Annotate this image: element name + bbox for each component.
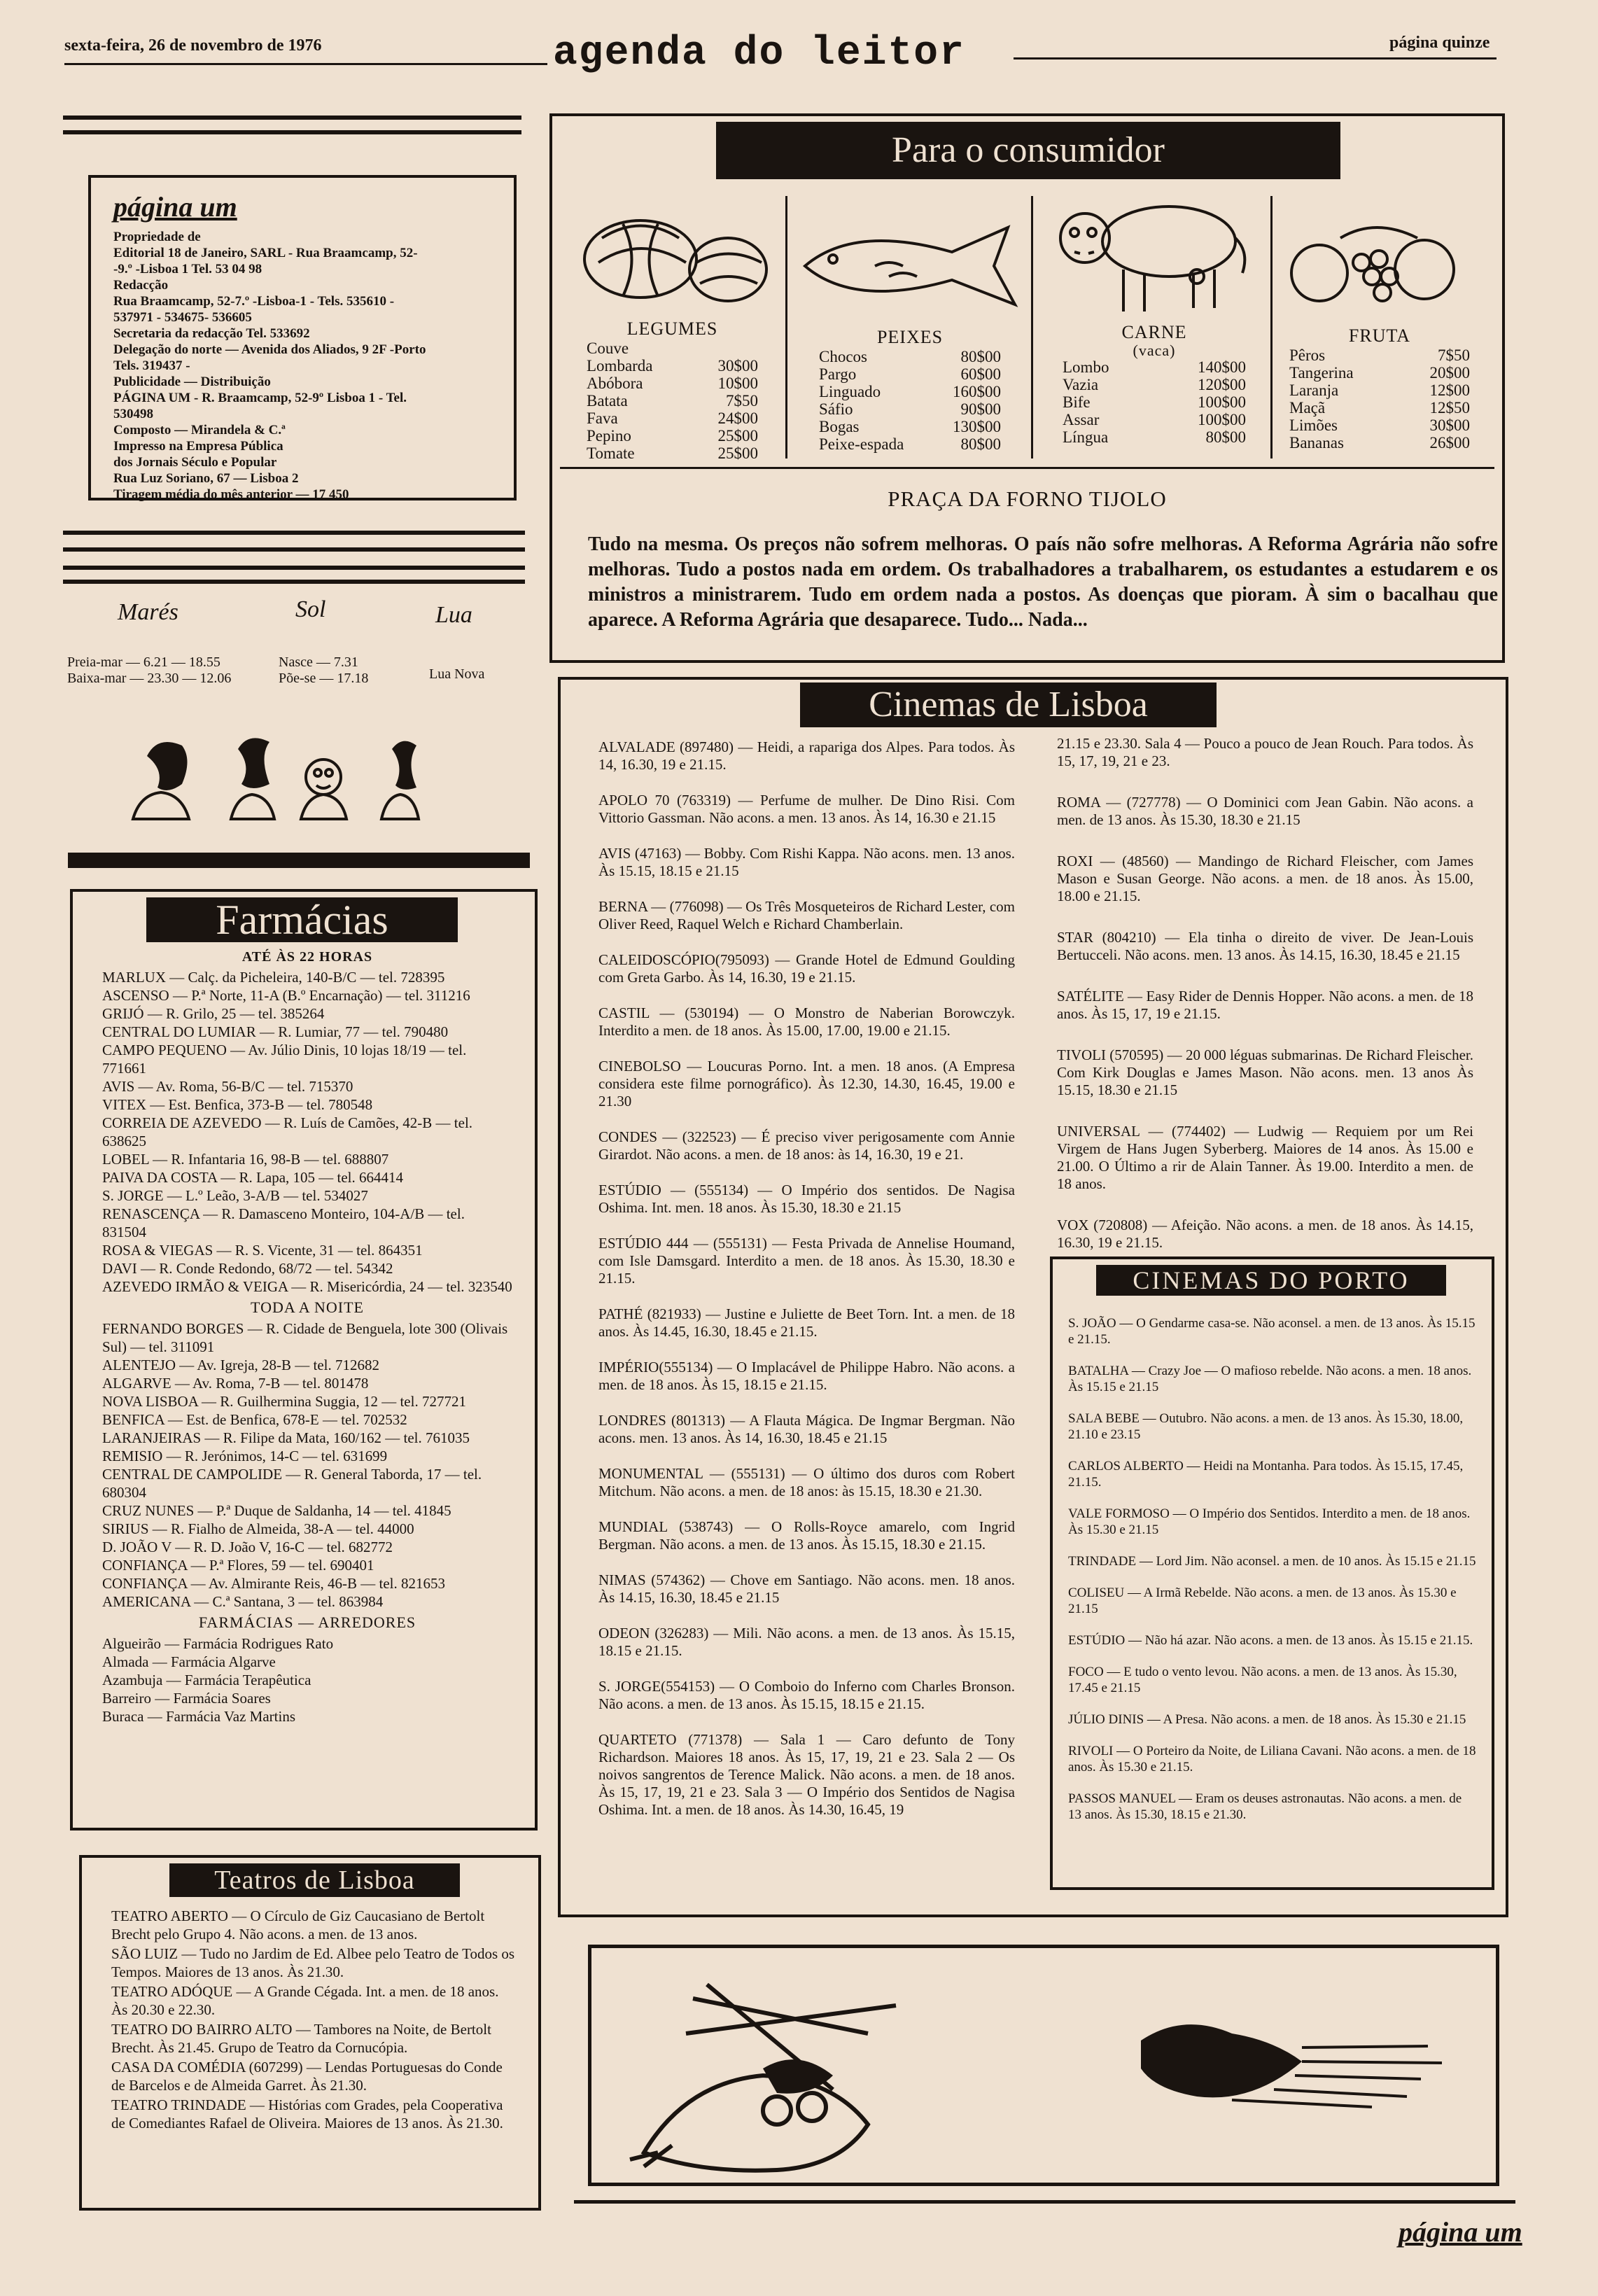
imprint-line: Secretaria da redacção Tel. 533692 [113,326,310,341]
theatre-item: TEATRO ADÓQUE — A Grande Cégada. Int. a men. de 18 anos. Às 20.30 e 22.30. [111,1983,499,2018]
cinema-entry: STAR (804210) — Ela tinha o direito de viver. De Jean-Louis Bertucceli. Não acons. men. 13 anos. Às 14.15, 16.30, 18.45 e 21.15 [1057,929,1473,963]
consumidor-divider-3 [1270,196,1273,458]
masthead-page: página quinze [1389,34,1490,52]
pharmacy-item: ALENTEJO — Av. Igreja, 28-B — tel. 712682 [102,1357,380,1373]
cinema-entry: MUNDIAL (538743) — O Rolls-Royce amarelo, com Ingrid Bergman. Não acons. a men. de 13 anos. Às 15.15, 18.30 e 21.15. [598,1518,1015,1553]
cinemas-porto-list [1068,1315,1476,1823]
porto-cinema-entry: COLISEU — A Irmã Rebelde. Não acons. a men. de 13 anos. Às 15.30 e 21.15 [1068,1586,1457,1616]
consumidor-divider-2 [1031,196,1033,458]
price-row [1063,358,1246,376]
cinema-entry: ROMA — (727778) — O Dominici com Jean Gabin. Não acons. a men. de 13 anos. Às 15.30, 18.30 e 21.15 [1057,794,1473,828]
pharmacy-item: CENTRAL DO LUMIAR — R. Lumiar, 77 — tel. 790480 [102,1023,449,1040]
imprint-line: Delegação do norte — Avenida dos Aliados, 9 2F -Porto [113,342,426,357]
cinema-entry: PATHÉ (821933) — Justine e Juliette de Beet Torn. Int. a men. de 18 anos. Às 14.45, 16.30, 18.45 e 21.15. [598,1306,1015,1340]
pharmacy-item: PAIVA DA COSTA — R. Lapa, 105 — tel. 664414 [102,1169,404,1186]
price-row [1289,382,1470,399]
left-rule-1 [63,115,521,120]
product-name: Língua [1063,428,1109,446]
pharmacy-item: CONFIANÇA — Av. Almirante Reis, 46-B — tel. 821653 [102,1575,445,1592]
pharmacy-item: Azambuja — Farmácia Terapêutica [102,1672,311,1688]
product-name: Pargo [819,365,857,383]
product-price [693,340,758,357]
product-price: 60$00 [960,365,1001,383]
mares-line-2: Baixa-mar — 23.30 — 12.06 [67,671,232,686]
cinema-entry: NIMAS (574362) — Chove em Santiago. Não acons. men. 18 anos. Às 14.15, 16.30, 18.45 e 21.15 [598,1572,1015,1606]
consumidor-text: Tudo na mesma. Os preços não sofrem melhoras. O país não sofre melhoras. A Reforma Agrária não sofre melhoras. Tudo a postos nada em ordem. Os trabalhadores a trabalharem, os estudantes a estudarem e os ministros a ministrarem. Tudo em ordem nada a postos. As doenças que pioram. À sim o bacalhau que aparece. A Reforma Agrária que desaparece. Tudo... Nada... [588,533,1498,631]
theatre-item: TEATRO ABERTO — O Círculo de Giz Caucasiano de Bertolt Brecht pelo Grupo 4. Não acons. a men. de 13 anos. [111,1907,485,1942]
product-name: Maçã [1289,399,1326,416]
legumes-table [587,318,758,462]
cinema-entry: TIVOLI (570595) — 20 000 léguas submarinas. De Richard Fleischer. Com Kirk Douglas e James Mason. Não acons. men. 13 anos Às 15.15, 18.30 e 21.15 [1057,1046,1473,1098]
cinema-entry: BERNA — (776098) — Os Três Mosqueteiros de Richard Lester, com Oliver Reed, Raquel Welch e Richard Chamberlain. [598,898,1015,932]
imprint-line: Publicidade — Distribuição [113,374,271,389]
cinema-entry: UNIVERSAL — (774402) — Ludwig — Requiem por um Rei Virgem de Hans Jugen Syberberg. Maiores de 14 anos. Às 15.00 e 21.00. O Último a rir de Alain Tanner. Às 19.00. Interdito a men. de 18 anos. [1057,1123,1473,1192]
cinema-entry: CASTIL — (530194) — O Monstro de Naberian Borowczyk. Interdito a men. de 18 anos. Às 15.00, 17.00, 19.00 e 21.15. [598,1004,1015,1039]
price-row [819,400,1001,418]
consumidor-title: Para o consumidor [716,122,1340,179]
product-name: Linguado [819,383,881,400]
product-price: 10$00 [717,374,758,392]
porto-cinema-entry: JÚLIO DINIS — A Presa. Não acons. a men. de 18 anos. Às 15.30 e 21.15 [1068,1712,1466,1727]
cinema-entry: ESTÚDIO — (555134) — O Império dos sentidos. De Nagisa Oshima. Int. men. 18 anos. Às 15.30, 18.30 e 21.15 [598,1182,1015,1216]
price-row [1289,399,1470,416]
theatre-item: SÃO LUIZ — Tudo no Jardim de Ed. Albee pelo Teatro de Todos os Tempos. Maiores de 13 anos. Às 21.30. [111,1945,515,1980]
farmacias-box [70,889,538,1830]
theatre-item: TEATRO TRINDADE — Histórias com Grades, pela Cooperativa de Comediantes Rafael de Oliveira. Maiores de 13 anos. Às 21.30. [111,2096,503,2132]
farmacias-top-rule [68,853,530,868]
pharmacy-item: DAVI — R. Conde Redondo, 68/72 — tel. 54342 [102,1260,393,1277]
pharmacy-item: AZEVEDO IRMÃO & VEIGA — R. Misericórdia, 24 — tel. 323540 [102,1278,512,1295]
mares-line-1: Preia-mar — 6.21 — 18.55 [67,654,220,670]
pharmacy-item: ROSA & VIEGAS — R. S. Vicente, 31 — tel. 864351 [102,1242,423,1259]
farmacias-sub-1: ATÉ ÀS 22 HORAS [241,949,373,965]
peixe-illustration [798,217,1029,315]
farmacias-sub-3: FARMÁCIAS — ARREDORES [198,1614,416,1631]
lua-title: Lua [435,602,472,628]
cinema-entry: IMPÉRIO(555134) — O Implacável de Philippe Habro. Não acons. a men. de 18 anos. Às 15, 18.15 e 21.15. [598,1359,1015,1393]
cinema-entry: 21.15 e 23.30. Sala 4 — Pouco a pouco de Jean Rouch. Para todos. Às 15, 17, 19, 21 e 23. [1057,735,1473,769]
sol-title: Sol [295,596,326,622]
farmacias-list-1 [102,968,512,1296]
product-name: Chocos [819,348,867,365]
price-row [1063,411,1246,428]
porto-cinema-entry: ESTÚDIO — Não há azar. Não acons. a men. de 13 anos. Às 15.15 e 21.15. [1068,1633,1473,1648]
porto-cinema-entry: VALE FORMOSO — O Império dos Sentidos. Interdito a men. de 18 anos. Às 15.30 e 21.15 [1068,1506,1471,1537]
product-price: 24$00 [717,410,758,427]
product-name: Abóbora [587,374,643,392]
cinema-entry: MONUMENTAL — (555131) — O último dos duros com Robert Mitchum. Não acons. a men. de 18 anos: às 15.15, 18.30 e 21.30. [598,1465,1015,1499]
pharmacy-item: Buraca — Farmácia Vaz Martins [102,1708,296,1725]
fruta-table [1289,326,1470,451]
imprint-line: Rua Luz Soriano, 67 — Lisboa 2 [113,471,299,486]
product-price: 25$00 [717,427,758,444]
carne-label: CARNE [1121,322,1187,342]
pharmacy-item: VITEX — Est. Benfica, 373-B — tel. 780548 [102,1096,373,1113]
porto-cinema-entry: FOCO — E tudo o vento levou. Não acons. a men. de 13 anos. Às 15.30, 17.45 e 21.15 [1068,1665,1457,1695]
cinema-entry: QUARTETO (771378) — Sala 1 — Caro defunto de Tony Richardson. Maiores 18 anos. Às 15, 17, 19, 21 e 23. Sala 2 — Os noivos sangrentos de Terence Malick. Não acons. a men. de 18 anos. Às 15, 17, 19, 21 e 23. Sala 3 — O Império dos Sentidos de Nagisa Oshima. Int. a men. de 18 anos. Às 14.30, 16.45, 19 [598,1731,1015,1818]
price-row [587,444,758,462]
price-row [819,383,1001,400]
product-price: 160$00 [953,383,1001,400]
moon-faces-illustration [126,728,448,826]
sol-line-1: Nasce — 7.31 [279,654,358,670]
imprint-line: Redacção [113,278,169,293]
farmacias-list-2 [102,1320,512,1611]
product-price: 80$00 [1205,428,1246,446]
carne-label-2: (vaca) [1133,342,1176,359]
price-row [587,340,758,357]
teatros-list [111,1907,519,2132]
product-price: 12$50 [1429,399,1470,416]
cinema-entry: VOX (720808) — Afeição. Não acons. a men. de 18 anos. Às 14.15, 16.30, 19 e 21.15. [1057,1217,1473,1251]
price-row [1289,346,1470,364]
product-price: 140$00 [1198,358,1246,376]
price-row [1063,393,1246,411]
farmacias-list-3 [102,1634,512,1726]
imprint-line: Tels. 319437 - [113,358,190,373]
imprint-line: Composto — Mirandela & C.ª [113,423,286,438]
vaca-illustration [1046,189,1256,315]
pharmacy-item: CONFIANÇA — P.ª Flores, 59 — tel. 690401 [102,1557,374,1574]
product-price: 7$50 [1438,346,1470,364]
price-row [819,418,1001,435]
astro-rule-3 [63,566,525,570]
mares-title: Marés [118,599,178,625]
masthead-rule-right [1014,57,1497,59]
imprint-box [88,175,517,500]
product-name: Sáfio [819,400,853,418]
imprint-line: Tiragem média do mês anterior — 17 450 [113,487,349,502]
price-row [1289,416,1470,434]
astro-rule-4 [63,580,525,584]
product-name: Tangerina [1289,364,1354,382]
carne-table [1063,322,1246,446]
product-price: 120$00 [1198,376,1246,393]
cinemas-porto-box [1050,1256,1494,1890]
imprint-lines [113,229,491,503]
cinema-entry: CALEIDOSCÓPIO(795093) — Grande Hotel de Edmund Goulding com Greta Garbo. Às 14, 16.30, 19 e 21.15. [598,951,1015,986]
imprint-line: 530498 [113,407,153,421]
imprint-line: PÁGINA UM - R. Braamcamp, 52-9º Lisboa 1 - Tel. [113,391,407,405]
product-name: Batata [587,392,628,410]
price-row [819,435,1001,453]
pharmacy-item: Barreiro — Farmácia Soares [102,1690,271,1707]
teatros-title: Teatros de Lisboa [169,1863,460,1897]
product-name: Limões [1289,416,1338,434]
product-name: Tomate [587,444,635,462]
pharmacy-item: FERNANDO BORGES — R. Cidade de Benguela, lote 300 (Olivais Sul) — tel. 311091 [102,1320,508,1355]
price-row [1289,434,1470,451]
masthead-date: sexta-feira, 26 de novembro de 1976 [64,36,322,55]
theatre-item: CASA DA COMÉDIA (607299) — Lendas Portuguesas do Conde de Barcelos e de Almeida Garret. Às 21.30. [111,2059,503,2094]
porto-cinema-entry: TRINDADE — Lord Jim. Não aconsel. a men. de 10 anos. Às 15.15 e 21.15 [1068,1554,1476,1569]
pharmacy-item: ASCENSO — P.ª Norte, 11-A (B.º Encarnação) — tel. 311216 [102,987,470,1004]
masthead-title: agenda do leitor [553,31,965,76]
pharmacy-item: LOBEL — R. Infantaria 16, 98-B — tel. 688807 [102,1151,389,1168]
left-rule-2 [63,130,521,134]
product-price: 100$00 [1198,393,1246,411]
pharmacy-item: LARANJEIRAS — R. Filipe da Mata, 160/162 — tel. 761035 [102,1429,470,1446]
imprint-line: Rua Braamcamp, 52-7.º -Lisboa-1 - Tels. 535610 - [113,294,395,309]
price-row [587,374,758,392]
imprint-line: dos Jornais Século e Popular [113,455,277,470]
imprint-logo: página um [113,191,237,223]
legumes-illustration [574,206,777,318]
product-price: 30$00 [717,357,758,374]
pharmacy-item: GRIJÓ — R. Grilo, 25 — tel. 385264 [102,1005,325,1022]
product-name: Vazia [1063,376,1099,393]
pharmacy-item: D. JOÃO V — R. D. João V, 16-C — tel. 682772 [102,1539,393,1555]
masthead-rule-left [64,63,547,65]
pharmacy-item: SIRIUS — R. Fialho de Almeida, 38-A — tel. 44000 [102,1520,414,1537]
cartoon-illustration [602,1956,1484,2180]
imprint-line: 537971 - 534675- 536605 [113,310,252,325]
farmacias-title: Farmácias [146,897,458,942]
product-name: Peixe-espada [819,435,904,453]
cinema-entry: ESTÚDIO 444 — (555131) — Festa Privada de Annelise Houmand, com Isle Damsgard. Interdito a men. de 18 anos. Às 15.30, 18.30 e 21.15. [598,1235,1015,1287]
product-name: Lombarda [587,357,653,374]
cinema-entry: CONDES — (322523) — É preciso viver perigosamente com Annie Girardot. Não acons. a men. de 18 anos: às 14, 16.30, 19 e 21. [598,1128,1015,1163]
product-price: 90$00 [960,400,1001,418]
fruta-illustration [1284,210,1466,315]
cinemas-lisboa-col-2 [1057,735,1473,1275]
theatre-item: TEATRO DO BAIRRO ALTO — Tambores na Noite, de Bertolt Brecht. Às 21.45. Grupo de Teatro da Cornucópia. [111,2021,491,2056]
peixes-label: PEIXES [876,327,944,347]
farmacias-sub-2: TODA A NOITE [251,1298,364,1316]
fruta-label: FRUTA [1348,326,1411,346]
cinema-entry: ROXI — (48560) — Mandingo de Richard Fleischer, com James Mason e Susan George. Não acons. a men. de 18 anos. Às 15.00, 18.00 e 21.15. [1057,853,1473,904]
pharmacy-item: ALGARVE — Av. Roma, 7-B — tel. 801478 [102,1375,369,1392]
pharmacy-item: RENASCENÇA — R. Damasceno Monteiro, 104-A/B — tel. 831504 [102,1205,465,1240]
price-row [1063,376,1246,393]
price-row [587,427,758,444]
cinemas-lisboa-title: Cinemas de Lisboa [800,682,1217,727]
pharmacy-item: NOVA LISBOA — R. Guilhermina Suggia, 12 — tel. 727721 [102,1393,466,1410]
footer-logo: página um [1399,2216,1522,2248]
porto-cinema-entry: BATALHA — Crazy Joe — O mafioso rebelde. Não acons. a men. 18 anos. Às 15.15 e 21.15 [1068,1364,1472,1394]
product-name: Bife [1063,393,1091,411]
cinemas-lisboa-col-1 [598,738,1015,1837]
price-row [1289,364,1470,382]
product-name: Laranja [1289,382,1339,399]
imprint-line: Propriedade de [113,230,201,244]
product-name: Bananas [1289,434,1344,451]
product-price: 130$00 [953,418,1001,435]
astro-rule-2 [63,547,525,552]
market-name: PRAÇA DA FORNO TIJOLO [888,486,1167,511]
teatros-box [79,1855,541,2211]
imprint-line: -9.º -Lisboa 1 Tel. 53 04 98 [113,262,262,276]
cinema-entry: AVIS (47163) — Bobby. Com Rishi Kappa. Não acons. men. 13 anos. Às 15.15, 18.15 e 21.15 [598,845,1015,879]
cinema-entry: ODEON (326283) — Mili. Não acons. a men. de 13 anos. Às 15.15, 18.15 e 21.15. [598,1625,1015,1659]
cinema-entry: CINEBOLSO — Loucuras Porno. Int. a men. 18 anos. (A Empresa considera este filme pornográfico). Às 12.30, 14.30, 16.45, 19.00 e 21.30 [598,1058,1015,1110]
sol-line-2: Põe-se — 17.18 [279,671,369,686]
legumes-label: LEGUMES [626,318,718,339]
pharmacy-item: BENFICA — Est. de Benfica, 678-E — tel. 702532 [102,1411,407,1428]
cinemas-porto-title: CINEMAS DO PORTO [1096,1265,1446,1296]
astro-rule-1 [63,531,525,535]
pharmacy-item: CORREIA DE AZEVEDO — R. Luís de Camões, 42-B — tel. 638625 [102,1114,473,1149]
lua-text: Lua Nova [429,666,485,682]
product-price: 30$00 [1429,416,1470,434]
cartoon-bottom-rule [574,2200,1515,2204]
consumidor-divider-1 [785,196,787,458]
product-name: Pepino [587,427,631,444]
peixes-table [819,327,1001,453]
pharmacy-item: REMISIO — R. Jerónimos, 14-C — tel. 631699 [102,1448,388,1464]
consumidor-price-rule [560,467,1494,469]
cinema-entry: LONDRES (801313) — A Flauta Mágica. De Ingmar Bergman. Não acons. men. 13 anos. Às 14, 16.30, 18.45 e 21.15 [598,1412,1015,1446]
price-row [587,410,758,427]
product-name: Fava [587,410,618,427]
cinema-entry: SATÉLITE — Easy Rider de Dennis Hopper. Não acons. a men. de 18 anos. Às 15, 17, 19 e 21.15. [1057,988,1473,1022]
pharmacy-item: Almada — Farmácia Algarve [102,1653,276,1670]
price-row [819,348,1001,365]
pharmacy-item: AVIS — Av. Roma, 56-B/C — tel. 715370 [102,1078,353,1095]
pharmacy-item: CENTRAL DE CAMPOLIDE — R. General Taborda, 17 — tel. 680304 [102,1466,482,1501]
porto-cinema-entry: CARLOS ALBERTO — Heidi na Montanha. Para todos. Às 15.15, 17.45, 21.15. [1068,1459,1464,1490]
porto-cinema-entry: RIVOLI — O Porteiro da Noite, de Liliana Cavani. Não acons. a men. de 18 anos. Às 15.30 e 21.15. [1068,1744,1476,1774]
product-price: 7$50 [726,392,758,410]
product-price: 80$00 [960,348,1001,365]
product-price: 26$00 [1429,434,1470,451]
imprint-line: Editorial 18 de Janeiro, SARL - Rua Braamcamp, 52- [113,246,418,260]
porto-cinema-entry: SALA BEBE — Outubro. Não acons. a men. de 13 anos. Às 15.30, 18.00, 21.10 e 23.15 [1068,1411,1464,1442]
product-price: 80$00 [960,435,1001,453]
cinema-entry: APOLO 70 (763319) — Perfume de mulher. De Dino Risi. Com Vittorio Gassman. Não acons. a men. 13 anos. Às 14, 16.30 e 21.15 [598,792,1015,826]
cinema-entry: ALVALADE (897480) — Heidi, a rapariga dos Alpes. Para todos. Às 14, 16.30, 19 e 21.15. [598,738,1015,773]
product-price: 100$00 [1198,411,1246,428]
porto-cinema-entry: S. JOÃO — O Gendarme casa-se. Não aconsel. a men. de 13 anos. Às 15.15 e 21.15. [1068,1316,1476,1347]
product-name: Couve [587,340,629,357]
pharmacy-item: CRUZ NUNES — P.ª Duque de Saldanha, 14 — tel. 41845 [102,1502,451,1519]
porto-cinema-entry: PASSOS MANUEL — Eram os deuses astronautas. Não acons. a men. de 13 anos. Às 15.30, 18.15 e 21.30. [1068,1791,1462,1822]
price-row [587,392,758,410]
product-name: Bogas [819,418,860,435]
product-price: 12$00 [1429,382,1470,399]
product-name: Pêros [1289,346,1326,364]
pharmacy-item: S. JORGE — L.º Leão, 3-A/B — tel. 534027 [102,1187,368,1204]
product-price: 20$00 [1429,364,1470,382]
pharmacy-item: MARLUX — Calç. da Picheleira, 140-B/C — tel. 728395 [102,969,445,986]
product-name: Lombo [1063,358,1109,376]
pharmacy-item: CAMPO PEQUENO — Av. Júlio Dinis, 10 lojas 18/19 — tel. 771661 [102,1042,467,1077]
pharmacy-item: AMERICANA — C.ª Santana, 3 — tel. 863984 [102,1593,384,1610]
price-row [587,357,758,374]
price-row [819,365,1001,383]
price-row [1063,428,1246,446]
imprint-line: Impresso na Empresa Pública [113,439,283,454]
product-price: 25$00 [717,444,758,462]
cinema-entry: S. JORGE(554153) — O Comboio do Inferno com Charles Bronson. Não acons. a men. de 13 anos. Às 15.15, 18.15 e 21.15. [598,1678,1015,1712]
product-name: Assar [1063,411,1100,428]
pharmacy-item: Algueirão — Farmácia Rodrigues Rato [102,1635,334,1652]
